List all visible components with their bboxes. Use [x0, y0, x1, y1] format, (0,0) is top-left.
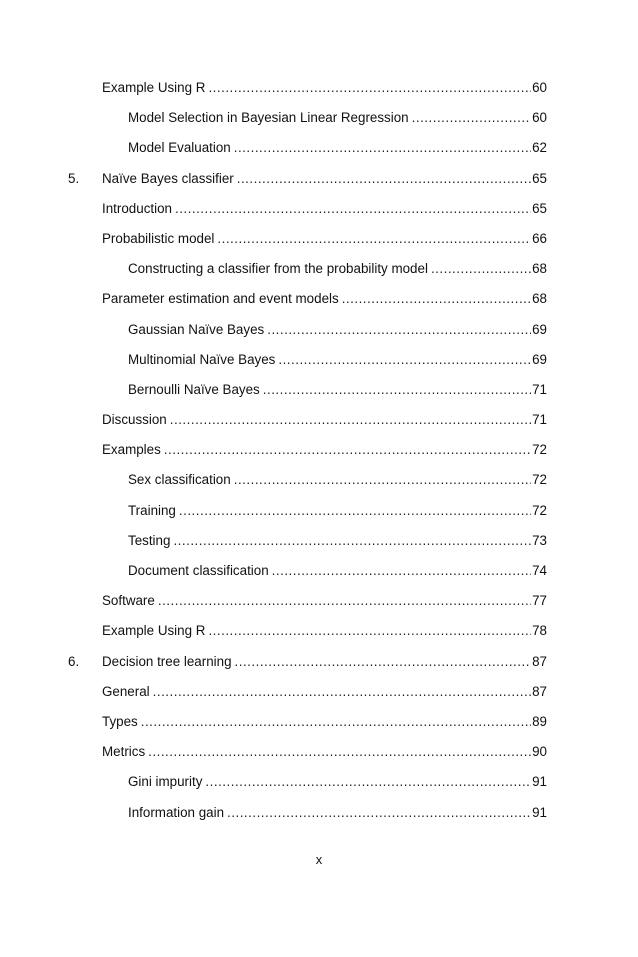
toc-entry	[128, 320, 547, 340]
dot-leader	[227, 803, 531, 823]
dot-leader	[342, 289, 531, 309]
dot-leader	[237, 169, 531, 189]
toc-page-number: 65	[532, 200, 547, 216]
toc-entry	[102, 712, 547, 732]
dot-leader	[234, 470, 531, 490]
toc-entry-title: Model Evaluation	[128, 140, 231, 156]
toc-entry	[128, 380, 547, 400]
toc-page-number: 69	[532, 351, 547, 367]
chapter-number: 5.	[68, 170, 80, 186]
toc-entry	[128, 108, 547, 128]
toc-entry	[128, 350, 547, 370]
dot-leader	[173, 531, 531, 551]
toc-page-number: 90	[532, 744, 547, 760]
toc-entry	[128, 803, 547, 823]
dot-leader	[141, 712, 531, 732]
toc-entry	[128, 561, 547, 581]
toc-entry-title: General	[102, 683, 150, 699]
dot-leader	[267, 320, 531, 340]
toc-entry-row[interactable]	[0, 138, 638, 168]
toc-page-number: 71	[532, 412, 547, 428]
toc-entry	[102, 591, 547, 611]
toc-entry-row[interactable]	[0, 350, 638, 380]
toc-entry-title: Types	[102, 713, 138, 729]
toc-entry-title: Parameter estimation and event models	[102, 291, 339, 307]
toc-entry-row[interactable]	[0, 803, 638, 833]
dot-leader	[164, 440, 531, 460]
toc-entry-title: Probabilistic model	[102, 230, 215, 246]
toc-page-number: 72	[532, 442, 547, 458]
toc-entry	[102, 78, 547, 98]
toc-entry-row[interactable]	[0, 501, 638, 531]
toc-entry	[102, 742, 547, 762]
toc-entry-row[interactable]	[0, 742, 638, 772]
page-number-footer: x	[315, 852, 323, 867]
dot-leader	[412, 108, 531, 128]
toc-page-number: 68	[532, 291, 547, 307]
toc-entry	[102, 621, 547, 641]
toc-entry-row[interactable]	[0, 470, 638, 500]
toc-entry	[128, 259, 547, 279]
toc-page-number: 62	[532, 140, 547, 156]
toc-entry-title: Sex classification	[128, 472, 231, 488]
toc-page-number: 91	[532, 774, 547, 790]
dot-leader	[153, 682, 531, 702]
dot-leader	[208, 621, 531, 641]
toc-entry-title: Constructing a classifier from the probability model	[128, 261, 428, 277]
toc-entry-row[interactable]	[0, 621, 638, 651]
dot-leader	[179, 501, 531, 521]
toc-entry-row[interactable]	[0, 410, 638, 440]
toc-entry-row[interactable]	[0, 561, 638, 591]
chapter-number: 6.	[68, 653, 80, 669]
toc-page-number: 60	[532, 80, 547, 95]
toc-entry-title: Multinomial Naïve Bayes	[128, 351, 276, 367]
toc-page-number: 91	[532, 804, 547, 820]
dot-leader	[234, 138, 531, 158]
toc-entry-title: Example Using R	[102, 80, 206, 95]
toc-entry-title: Testing	[128, 532, 171, 548]
toc-page-number: 65	[532, 170, 547, 186]
dot-leader	[431, 259, 531, 279]
toc-entry-title: Document classification	[128, 563, 269, 578]
dot-leader	[235, 652, 532, 672]
toc-entry	[102, 440, 547, 460]
toc-entry-title: Metrics	[102, 744, 146, 760]
toc-entry-row[interactable]	[0, 380, 638, 410]
toc-page-number: 60	[532, 110, 547, 126]
toc-page-number: 74	[532, 563, 547, 578]
toc-page-number: 72	[532, 502, 547, 518]
toc-chapter-row[interactable]	[0, 652, 638, 682]
toc-entry-title: Gaussian Naïve Bayes	[128, 321, 265, 337]
toc-entry-title: Examples	[102, 442, 161, 458]
toc-entry-title: Model Selection in Bayesian Linear Regression	[128, 110, 409, 126]
toc-entry	[102, 199, 547, 219]
dot-leader	[205, 772, 531, 792]
toc-entry-row[interactable]	[0, 259, 638, 289]
toc-page-number: 71	[532, 381, 547, 397]
toc-entry	[102, 229, 547, 249]
toc-entry-title: Bernoulli Naïve Bayes	[128, 381, 260, 397]
toc-page-number: 89	[532, 713, 547, 729]
toc-entry-row[interactable]	[0, 772, 638, 802]
toc-entry-title: Gini impurity	[128, 774, 203, 790]
toc-entry-row[interactable]	[0, 682, 638, 712]
toc-page-number: 68	[532, 261, 547, 277]
dot-leader	[158, 591, 531, 611]
dot-leader	[208, 78, 531, 98]
toc-entry-title: Decision tree learning	[102, 653, 232, 669]
toc-entry-title: Introduction	[102, 200, 172, 216]
toc-entry	[128, 138, 547, 158]
toc-entry	[102, 652, 547, 672]
toc-entry-row[interactable]	[0, 440, 638, 470]
toc-entry-row[interactable]	[0, 320, 638, 350]
dot-leader	[272, 561, 531, 581]
toc-page-number: 73	[532, 532, 547, 548]
dot-leader	[278, 350, 531, 370]
toc-entry-row[interactable]	[0, 289, 638, 319]
toc-page-number: 78	[532, 623, 547, 639]
toc-entry-title: Example Using R	[102, 623, 206, 639]
toc-page-number: 72	[532, 472, 547, 488]
toc-page-number: 77	[532, 593, 547, 609]
toc-entry-row[interactable]	[0, 199, 638, 229]
toc-entry-title: Software	[102, 593, 155, 609]
toc-entry-row[interactable]	[0, 712, 638, 742]
toc-page-number: 69	[532, 321, 547, 337]
toc-entry	[128, 470, 547, 490]
toc-page-number: 87	[532, 683, 547, 699]
toc-page-number: 87	[532, 653, 547, 669]
toc-entry-title: Naïve Bayes classifier	[102, 170, 234, 186]
toc-entry-title: Information gain	[128, 804, 225, 820]
dot-leader	[217, 229, 531, 249]
toc-entry-row[interactable]	[0, 78, 638, 108]
toc-entry	[102, 169, 547, 189]
toc-entry	[102, 289, 547, 309]
dot-leader	[263, 380, 531, 400]
dot-leader	[175, 199, 531, 219]
toc-entry	[128, 772, 547, 792]
toc-entry	[102, 682, 547, 702]
toc-chapter-row[interactable]	[0, 169, 638, 199]
toc-page-number: 66	[532, 230, 547, 246]
table-of-contents	[0, 78, 638, 833]
toc-entry-title: Training	[128, 502, 176, 518]
toc-entry-row[interactable]	[0, 229, 638, 259]
toc-entry-row[interactable]	[0, 591, 638, 621]
toc-entry	[102, 410, 547, 430]
toc-entry-row[interactable]	[0, 108, 638, 138]
toc-entry	[128, 501, 547, 521]
toc-entry-row[interactable]	[0, 531, 638, 561]
dot-leader	[170, 410, 531, 430]
dot-leader	[148, 742, 531, 762]
toc-entry-title: Discussion	[102, 412, 167, 428]
toc-entry	[128, 531, 547, 551]
